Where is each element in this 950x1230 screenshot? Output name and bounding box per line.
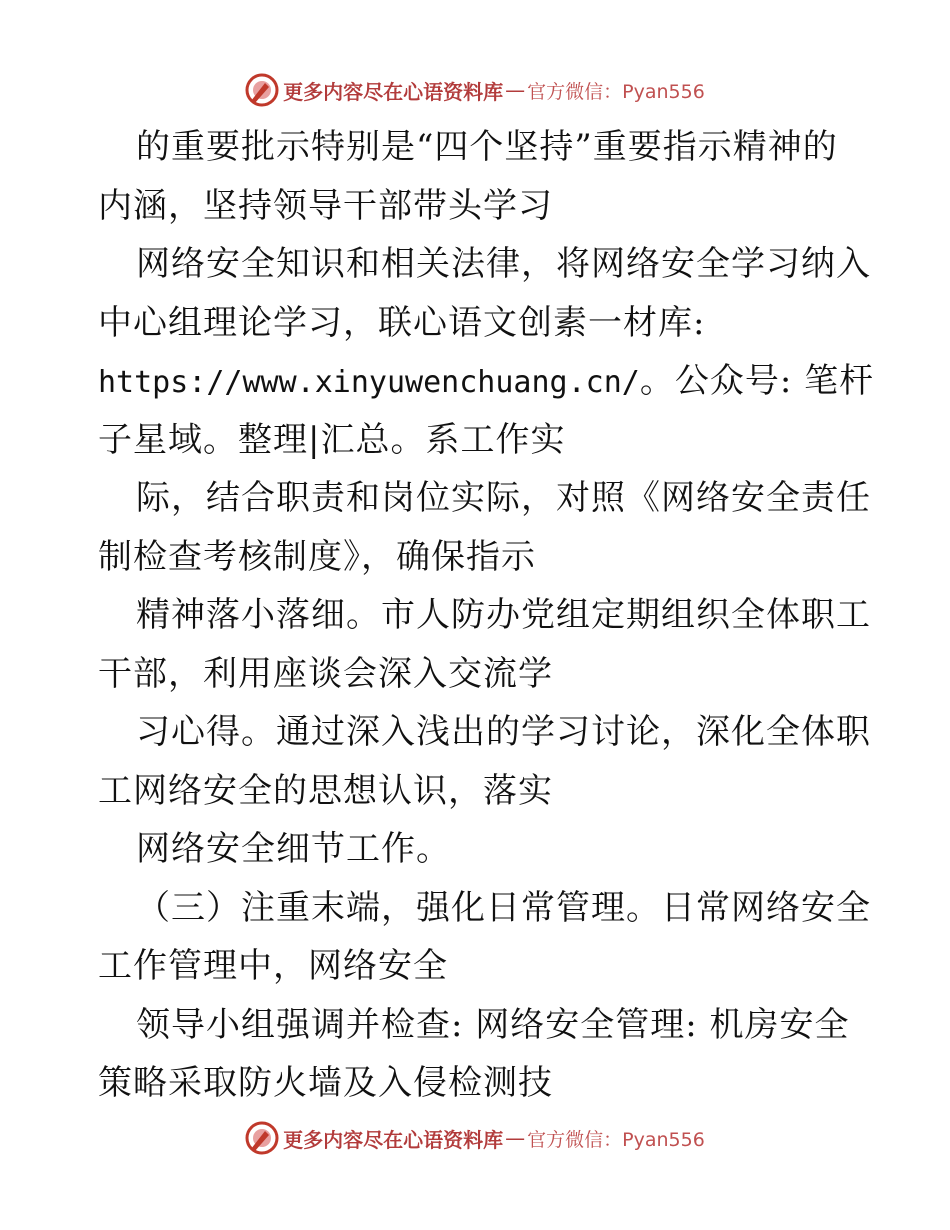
wechat-id: 官方微信：Pyan556 [527,80,705,103]
text-line: 的重要批示特别是“四个坚持”重要指示精神的 [136,127,838,167]
text-line: 习心得。通过深入浅出的学习讨论，深化全体职 [136,712,871,752]
text-line: 中心组理论学习，联心语文创素一材库: [98,302,706,343]
brand-text: 更多内容尽在心语资料库 [283,79,504,104]
brand-logo-icon [245,73,279,107]
document-body [98,118,875,1113]
brand-logo-icon [245,1121,279,1155]
footer-watermark [0,1118,950,1158]
text-line: 子星域。整理|汇总。系工作实 [98,419,566,460]
text-line: 策略采取防火墙及入侵检测技 [98,1063,553,1103]
text-line: 网络安全知识和相关法律，将网络安全学习纳入 [136,244,871,284]
text-line: 内涵，坚持领导干部带头学习 [98,185,553,226]
text-line: 际，结合职责和岗位实际，对照《网络安全责任 [136,478,871,518]
text-fragment: 。公众号: 笔杆 [639,361,875,401]
text-line: 工网络安全的思想认识，落实 [98,770,553,811]
url-line [98,352,875,411]
text-line: 网络安全细节工作。 [136,829,451,869]
text-line: 领导小组强调并检查: 网络安全管理: 机房安全 [136,1004,850,1045]
text-line: 精神落小落细。市人防办党组定期组织全体职工 [136,595,871,635]
wechat-id: 官方微信：Pyan556 [527,1128,705,1151]
brand-separator: — [505,78,526,102]
brand-separator: — [505,1126,526,1150]
header-watermark [0,70,950,110]
text-line: 制检查考核制度》，确保指示 [98,536,536,577]
brand-text: 更多内容尽在心语资料库 [283,1127,504,1152]
url-text: https://www.xinyuwenchuang.cn/ [98,365,640,400]
text-line: 工作管理中，网络安全 [98,946,448,986]
text-line: （三）注重末端，强化日常管理。日常网络安全 [136,887,871,928]
text-line: 干部，利用座谈会深入交流学 [98,653,553,694]
